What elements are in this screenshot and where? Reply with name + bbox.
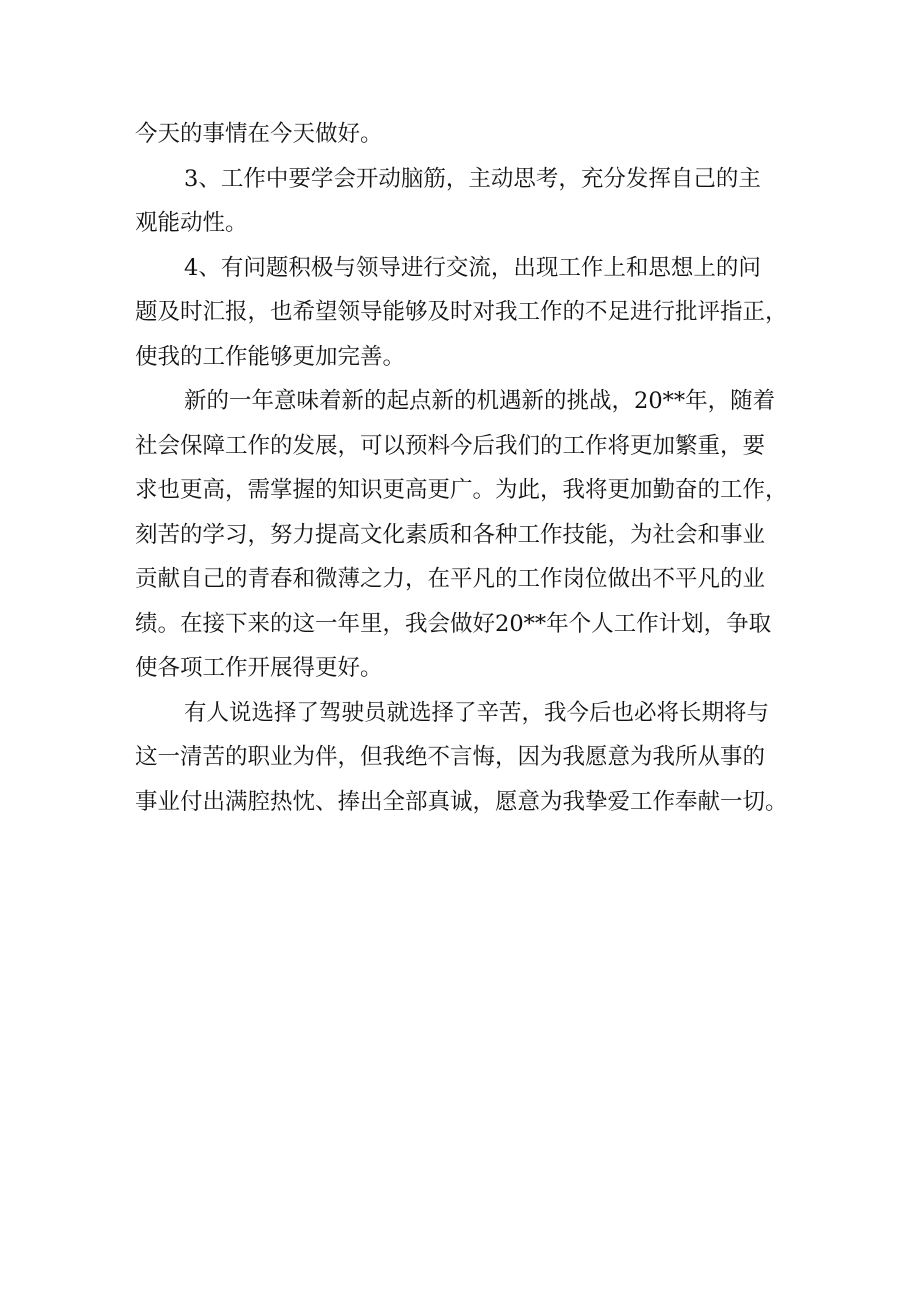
text-line: 新的一年意味着新的起点新的机遇新的挑战，20**年，随着 [184,388,776,414]
text-line: 有人说选择了驾驶员就选择了辛苦，我今后也必将长期将与 [184,699,770,726]
text-line: 3、工作中要学会开动脑筋，主动思考，充分发挥自己的主 [184,165,761,192]
text-line: 刻苦的学习，努力提高文化素质和各种工作技能，为社会和事业 [135,521,766,548]
text-line: 使各项工作开展得更好。 [135,655,383,681]
text-line: 事业付出满腔热忱、捧出全部真诚，愿意为我挚爱工作奉献一切。 [135,788,788,815]
paragraph-new-year-plan [135,379,795,691]
text-line: 题及时汇报，也希望领导能够及时对我工作的不足进行批评指正， [135,299,788,325]
text-line: 求也更高，需掌握的知识更高更广。为此，我将更加勤奋的工作， [135,477,788,503]
document-body [135,112,795,824]
text-line: 使我的工作能够更加完善。 [135,343,406,370]
paragraph-continued [135,112,795,157]
text-line: 这一清苦的职业为伴，但我绝不言悔，因为我愿意为我所从事的 [135,744,766,770]
text-line: 绩。在接下来的这一年里，我会做好20**年个人工作计划，争取 [135,610,772,637]
text-line: 社会保障工作的发展，可以预料今后我们的工作将更加繁重，要 [135,432,766,459]
text-line: 贡献自己的青春和微薄之力，在平凡的工作岗位做出不平凡的业 [135,566,766,592]
text-line: 4、有问题积极与领导进行交流，出现工作上和思想上的问 [184,254,761,281]
paragraph-item-3 [135,157,795,246]
paragraph-closing [135,691,795,825]
text-line: 今天的事情在今天做好。 [135,121,383,147]
paragraph-item-4 [135,246,795,380]
text-line: 观能动性。 [135,210,248,236]
